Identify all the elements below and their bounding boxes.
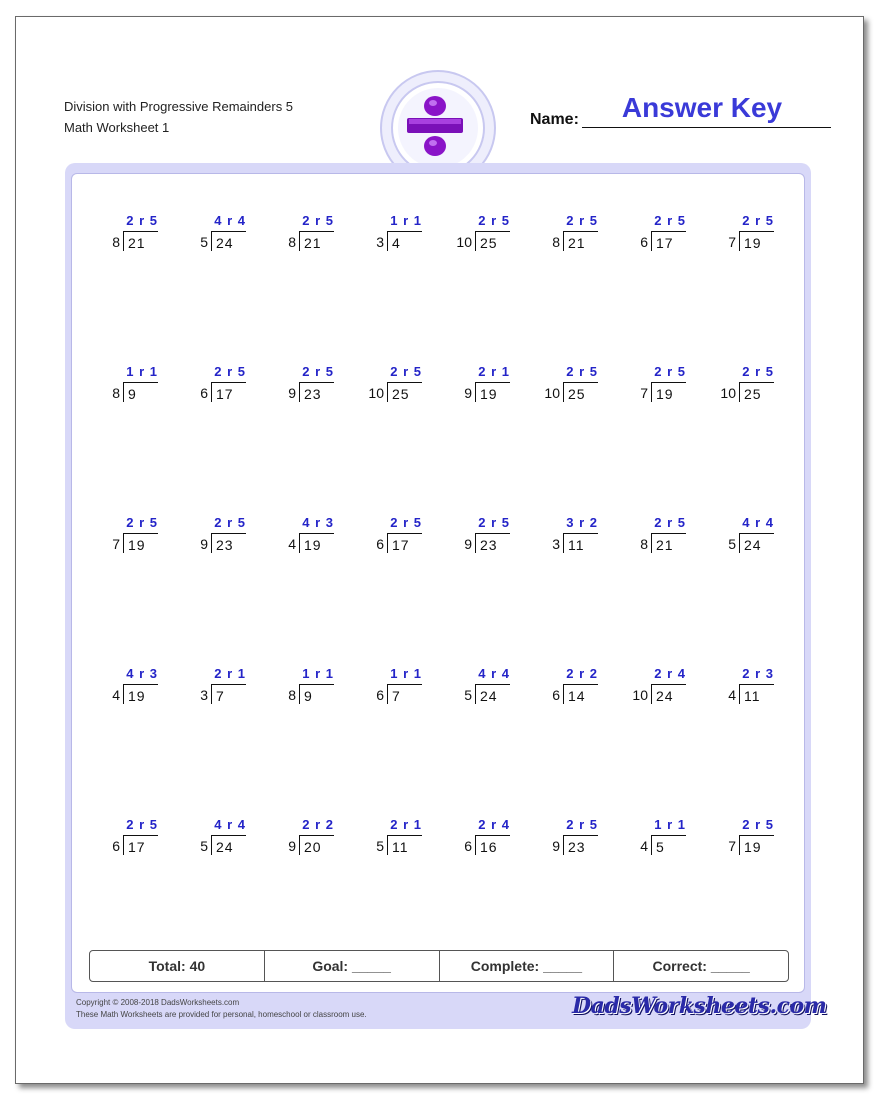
- quotient-answer: 2 r 2: [566, 666, 598, 681]
- dividend: 23: [563, 835, 598, 855]
- division-problem: [528, 515, 608, 557]
- divisor: 9: [288, 838, 296, 854]
- dividend: 19: [475, 382, 510, 402]
- quotient-answer: 2 r 5: [742, 213, 774, 228]
- divisor: 9: [288, 385, 296, 401]
- dividend: 19: [299, 533, 334, 553]
- division-problem: [440, 364, 520, 406]
- dividend: 11: [563, 533, 598, 553]
- dividend: 9: [299, 684, 334, 704]
- quotient-answer: 2 r 5: [654, 213, 686, 228]
- divisor: 5: [200, 234, 208, 250]
- division-problem: [704, 666, 784, 708]
- divisor: 5: [728, 536, 736, 552]
- quotient-answer: 1 r 1: [126, 364, 158, 379]
- usage-notice: These Math Worksheets are provided for personal, homeschool or classroom use.: [76, 1010, 367, 1019]
- footer-text: [76, 997, 367, 1021]
- quotient-answer: 2 r 2: [302, 817, 334, 832]
- quotient-answer: 2 r 5: [566, 364, 598, 379]
- division-problem: [440, 213, 520, 255]
- quotient-answer: 2 r 5: [390, 515, 422, 530]
- division-problem: [704, 364, 784, 406]
- dividend: 25: [387, 382, 422, 402]
- divisor: 6: [376, 536, 384, 552]
- division-problem: [88, 364, 168, 406]
- divisor: 7: [640, 385, 648, 401]
- quotient-answer: 4 r 4: [214, 213, 246, 228]
- worksheet-title-block: [64, 96, 293, 138]
- division-problem: [88, 817, 168, 859]
- quotient-answer: 2 r 5: [214, 515, 246, 530]
- quotient-answer: 4 r 3: [302, 515, 334, 530]
- name-line: [582, 127, 831, 128]
- divisor: 8: [112, 385, 120, 401]
- brand-logo: DadsWorksheets.com: [572, 993, 827, 1019]
- quotient-answer: 3 r 2: [566, 515, 598, 530]
- dividend: 23: [211, 533, 246, 553]
- score-complete: Complete: _____: [440, 951, 615, 981]
- score-total: Total: 40: [90, 951, 265, 981]
- dividend: 17: [651, 231, 686, 251]
- divisor: 9: [464, 536, 472, 552]
- divisor: 6: [464, 838, 472, 854]
- quotient-answer: 4 r 4: [478, 666, 510, 681]
- division-problem: [352, 364, 432, 406]
- division-problem: [440, 817, 520, 859]
- quotient-answer: 4 r 4: [742, 515, 774, 530]
- quotient-answer: 2 r 3: [742, 666, 774, 681]
- divisor: 3: [376, 234, 384, 250]
- divisor: 9: [464, 385, 472, 401]
- divisor: 6: [552, 687, 560, 703]
- divisor: 7: [112, 536, 120, 552]
- quotient-answer: 2 r 1: [478, 364, 510, 379]
- division-problem: [176, 515, 256, 557]
- quotient-answer: 1 r 1: [654, 817, 686, 832]
- copyright-text: Copyright © 2008-2018 DadsWorksheets.com: [76, 998, 240, 1007]
- divisor: 3: [200, 687, 208, 703]
- quotient-answer: 1 r 1: [390, 213, 422, 228]
- divisor: 4: [640, 838, 648, 854]
- divisor: 4: [728, 687, 736, 703]
- dividend: 19: [651, 382, 686, 402]
- division-problem: [616, 515, 696, 557]
- division-problem: [352, 817, 432, 859]
- dividend: 7: [387, 684, 422, 704]
- quotient-answer: 2 r 5: [390, 364, 422, 379]
- division-problem: [528, 213, 608, 255]
- dividend: 17: [387, 533, 422, 553]
- dividend: 11: [739, 684, 774, 704]
- divisor: 4: [288, 536, 296, 552]
- division-problem: [616, 817, 696, 859]
- score-correct: Correct: _____: [652, 958, 750, 974]
- division-problem: [616, 364, 696, 406]
- quotient-answer: 2 r 5: [566, 817, 598, 832]
- divisor: 9: [200, 536, 208, 552]
- divisor: 9: [552, 838, 560, 854]
- division-problem: [352, 666, 432, 708]
- dividend: 25: [563, 382, 598, 402]
- quotient-answer: 1 r 1: [390, 666, 422, 681]
- divisor: 5: [376, 838, 384, 854]
- score-bar: [89, 950, 789, 982]
- divisor: 10: [456, 234, 472, 250]
- divisor: 10: [368, 385, 384, 401]
- quotient-answer: 2 r 5: [302, 213, 334, 228]
- quotient-answer: 2 r 5: [742, 817, 774, 832]
- divisor: 8: [288, 234, 296, 250]
- quotient-answer: 2 r 5: [478, 213, 510, 228]
- quotient-answer: 2 r 5: [742, 364, 774, 379]
- dividend: 19: [123, 533, 158, 553]
- dividend: 4: [387, 231, 422, 251]
- worksheet-subtitle: Math Worksheet 1: [64, 120, 170, 135]
- division-problem: [88, 515, 168, 557]
- division-problem: [264, 666, 344, 708]
- division-problem: [264, 213, 344, 255]
- divisor: 8: [288, 687, 296, 703]
- division-problem: [264, 515, 344, 557]
- divisor: 10: [632, 687, 648, 703]
- dividend: 24: [475, 684, 510, 704]
- problems-area: [71, 173, 805, 993]
- quotient-answer: 2 r 5: [566, 213, 598, 228]
- dividend: 24: [211, 835, 246, 855]
- quotient-answer: 1 r 1: [302, 666, 334, 681]
- quotient-answer: 4 r 4: [214, 817, 246, 832]
- dividend: 23: [475, 533, 510, 553]
- quotient-answer: 2 r 5: [302, 364, 334, 379]
- division-problem: [176, 666, 256, 708]
- dividend: 17: [123, 835, 158, 855]
- divisor: 6: [112, 838, 120, 854]
- divisor: 4: [112, 687, 120, 703]
- worksheet-title: Division with Progressive Remainders 5: [64, 99, 294, 114]
- divisor: 5: [200, 838, 208, 854]
- dividend: 19: [739, 835, 774, 855]
- dividend: 19: [739, 231, 774, 251]
- quotient-answer: 2 r 4: [478, 817, 510, 832]
- quotient-answer: 2 r 1: [390, 817, 422, 832]
- dividend: 14: [563, 684, 598, 704]
- divisor: 7: [728, 838, 736, 854]
- dividend: 5: [651, 835, 686, 855]
- divisor: 8: [640, 536, 648, 552]
- division-problem: [704, 817, 784, 859]
- dividend: 7: [211, 684, 246, 704]
- quotient-answer: 2 r 5: [126, 817, 158, 832]
- divisor: 7: [728, 234, 736, 250]
- divisor: 6: [376, 687, 384, 703]
- division-problem: [264, 817, 344, 859]
- quotient-answer: 2 r 5: [478, 515, 510, 530]
- dividend: 20: [299, 835, 334, 855]
- division-problem: [704, 213, 784, 255]
- divisor: 6: [200, 385, 208, 401]
- division-problem: [176, 213, 256, 255]
- division-problem: [352, 515, 432, 557]
- divisor: 8: [552, 234, 560, 250]
- dividend: 21: [651, 533, 686, 553]
- dividend: 16: [475, 835, 510, 855]
- dividend: 21: [563, 231, 598, 251]
- quotient-answer: 4 r 3: [126, 666, 158, 681]
- quotient-answer: 2 r 5: [126, 515, 158, 530]
- division-problem: [88, 213, 168, 255]
- name-label: Name:: [530, 111, 579, 128]
- division-problem: [440, 666, 520, 708]
- quotient-answer: 2 r 5: [126, 213, 158, 228]
- division-problem: [440, 515, 520, 557]
- divisor: 6: [640, 234, 648, 250]
- dividend: 21: [123, 231, 158, 251]
- division-problem: [264, 364, 344, 406]
- dividend: 23: [299, 382, 334, 402]
- dividend: 11: [387, 835, 422, 855]
- dividend: 24: [739, 533, 774, 553]
- division-problem: [176, 817, 256, 859]
- dividend: 17: [211, 382, 246, 402]
- dividend: 25: [739, 382, 774, 402]
- quotient-answer: 2 r 5: [654, 364, 686, 379]
- score-goal: Goal: _____: [265, 951, 440, 981]
- dividend: 24: [211, 231, 246, 251]
- division-problem: [528, 666, 608, 708]
- dividend: 25: [475, 231, 510, 251]
- division-problem: [704, 515, 784, 557]
- quotient-answer: 2 r 1: [214, 666, 246, 681]
- division-problem: [528, 817, 608, 859]
- dividend: 19: [123, 684, 158, 704]
- division-problem: [616, 666, 696, 708]
- quotient-answer: 2 r 5: [214, 364, 246, 379]
- division-problem: [88, 666, 168, 708]
- quotient-answer: 2 r 4: [654, 666, 686, 681]
- divisor: 5: [464, 687, 472, 703]
- division-problem: [352, 213, 432, 255]
- division-problem: [176, 364, 256, 406]
- divisor: 10: [720, 385, 736, 401]
- answer-key-label: Answer Key: [621, 92, 783, 123]
- division-problem: [616, 213, 696, 255]
- divisor: 8: [112, 234, 120, 250]
- dividend: 9: [123, 382, 158, 402]
- dividend: 21: [299, 231, 334, 251]
- division-problem: [528, 364, 608, 406]
- divisor: 10: [544, 385, 560, 401]
- quotient-answer: 2 r 5: [654, 515, 686, 530]
- dividend: 24: [651, 684, 686, 704]
- divisor: 3: [552, 536, 560, 552]
